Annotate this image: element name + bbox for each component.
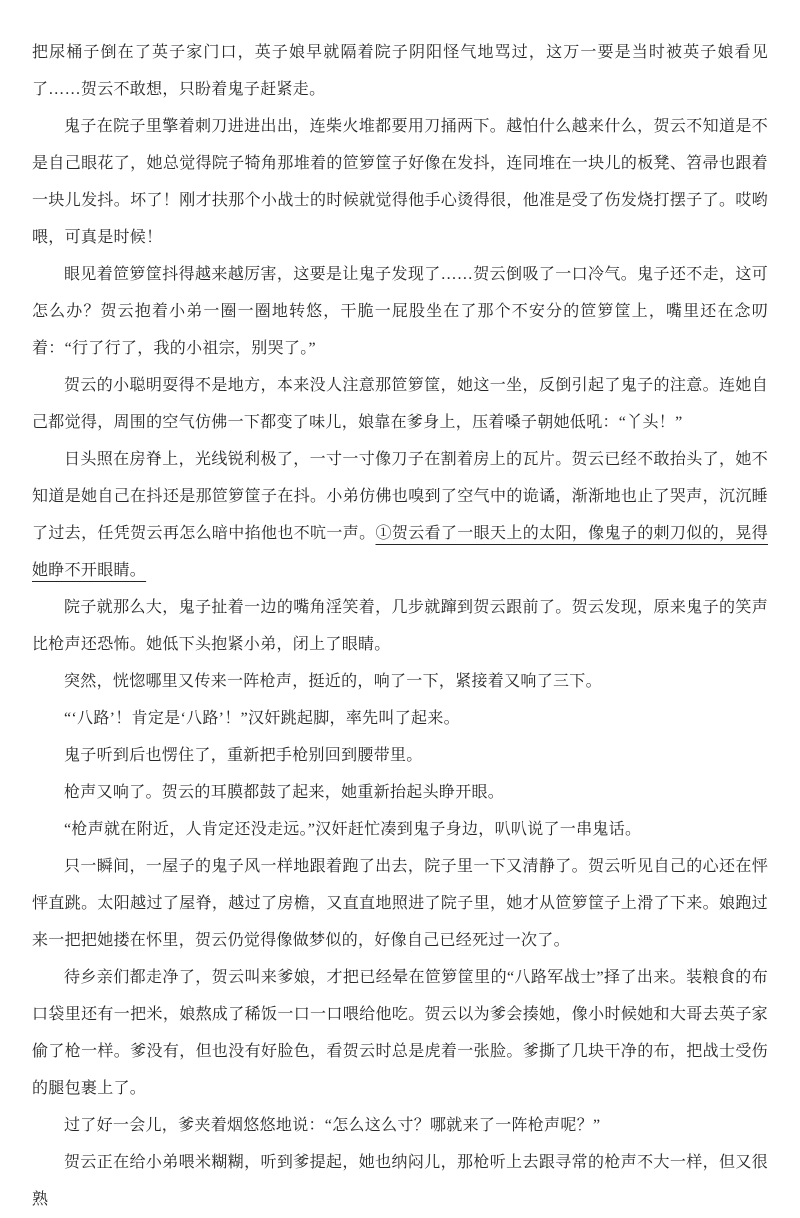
paragraph — [32, 441, 768, 589]
paragraph — [32, 811, 768, 848]
document-body — [32, 34, 768, 1218]
text-segment: 贺云正在给小弟喂米糊糊，听到爹提起，她也纳闷儿，那枪听上去跟寻常的枪声不大一样，但又很熟 — [32, 1154, 768, 1208]
text-segment: 只一瞬间，一屋子的鬼子风一样地跟着跑了出去，院子里一下又清静了。贺云听见自己的心还在怦怦直跳。太阳越过了屋脊，越过了房檐，又直直地照进了院子里，她才从笸箩筐子上滑了下来。娘跑过来一把把她搂在怀里，贺云仍觉得像做梦似的，好像自己已经死过一次了。 — [32, 858, 768, 949]
text-segment: 把尿桶子倒在了英子家门口，英子娘早就隔着院子阴阳怪气地骂过，这万一要是当时被英子娘看见了……贺云不敢想，只盼着鬼子赶紧走。 — [32, 44, 768, 98]
paragraph — [32, 367, 768, 441]
text-segment: 枪声又响了。贺云的耳膜都鼓了起来，她重新抬起头睁开眼。 — [64, 784, 505, 801]
paragraph — [32, 256, 768, 367]
text-segment: 鬼子在院子里擎着刺刀进进出出，连柴火堆都要用刀捅两下。越怕什么越来什么，贺云不知道是不是自己眼花了，她总觉得院子犄角那堆着的笸箩筐子好像在发抖，连同堆在一块儿的板凳、笤帚也跟着一块儿发抖。坏了！刚才扶那个小战士的时候就觉得他手心烫得很，他准是受了伤发烧打摆子了。哎哟喂，可真是时候！ — [32, 118, 768, 246]
paragraph — [32, 959, 768, 1107]
paragraph — [32, 1144, 768, 1218]
text-segment: 贺云的小聪明耍得不是地方，本来没人注意那笸箩筐，她这一坐，反倒引起了鬼子的注意。连她自己都觉得，周围的空气仿佛一下都变了味儿，娘靠在爹身上，压着嗓子朝她低吼：“丫头！” — [32, 377, 768, 431]
text-segment: “枪声就在附近，人肯定还没走远。”汉奸赶忙凑到鬼子身边，叭叭说了一串鬼话。 — [64, 821, 642, 838]
text-segment: 眼见着笸箩筐抖得越来越厉害，这要是让鬼子发现了……贺云倒吸了一口冷气。鬼子还不走，这可怎么办？贺云抱着小弟一圈一圈地转悠，干脆一屁股坐在了那个不安分的笸箩筐上，嘴里还在念叨着：“行了行了，我的小祖宗，别哭了。” — [32, 266, 768, 357]
paragraph — [32, 1107, 768, 1144]
paragraph — [32, 774, 768, 811]
paragraph — [32, 34, 768, 108]
text-segment: 突然，恍惚哪里又传来一阵枪声，挺近的，响了一下，紧接着又响了三下。 — [64, 673, 602, 690]
paragraph — [32, 589, 768, 663]
text-segment: 待乡亲们都走净了，贺云叫来爹娘，才把已经晕在笸箩筐里的“八路军战士”择了出来。装粮食的布口袋里还有一把米，娘熬成了稀饭一口一口喂给他吃。贺云以为爹会揍她，像小时候她和大哥去英子家偷了枪一样。爹没有，但也没有好脸色，看贺云时总是虎着一张脸。爹撕了几块干净的布，把战士受伤的腿包裹上了。 — [32, 969, 768, 1097]
paragraph — [32, 700, 768, 737]
text-segment: 过了好一会儿，爹夹着烟悠悠地说：“怎么这么寸？哪就来了一阵枪声呢？” — [64, 1117, 601, 1134]
paragraph — [32, 108, 768, 256]
text-segment: 日头照在房脊上，光线锐利极了，一寸一寸像刀子在割着房上的瓦片。贺云已经不敢抬头了，她不知道是她自己在抖还是那笸箩筐子在抖。小弟仿佛也嗅到了空气中的诡谲，渐渐地也止了哭声，沉沉睡了过去，任凭贺云再怎么暗中掐他也不吭一声。 — [32, 451, 768, 542]
underlined-sentence: ①贺云看了一眼天上的太阳，像鬼子的刺刀似的，晃得她睁不开眼睛。 — [32, 525, 768, 579]
paragraph — [32, 737, 768, 774]
text-segment: “‘八路’！肯定是‘八路’！”汉奸跳起脚，率先叫了起来。 — [64, 710, 460, 727]
text-segment: 院子就那么大，鬼子扯着一边的嘴角淫笑着，几步就蹿到贺云跟前了。贺云发现，原来鬼子的笑声比枪声还恐怖。她低下头抱紧小弟，闭上了眼睛。 — [32, 599, 768, 653]
paragraph — [32, 848, 768, 959]
paragraph — [32, 663, 768, 700]
text-segment: 鬼子听到后也愣住了，重新把手枪别回到腰带里。 — [64, 747, 423, 764]
